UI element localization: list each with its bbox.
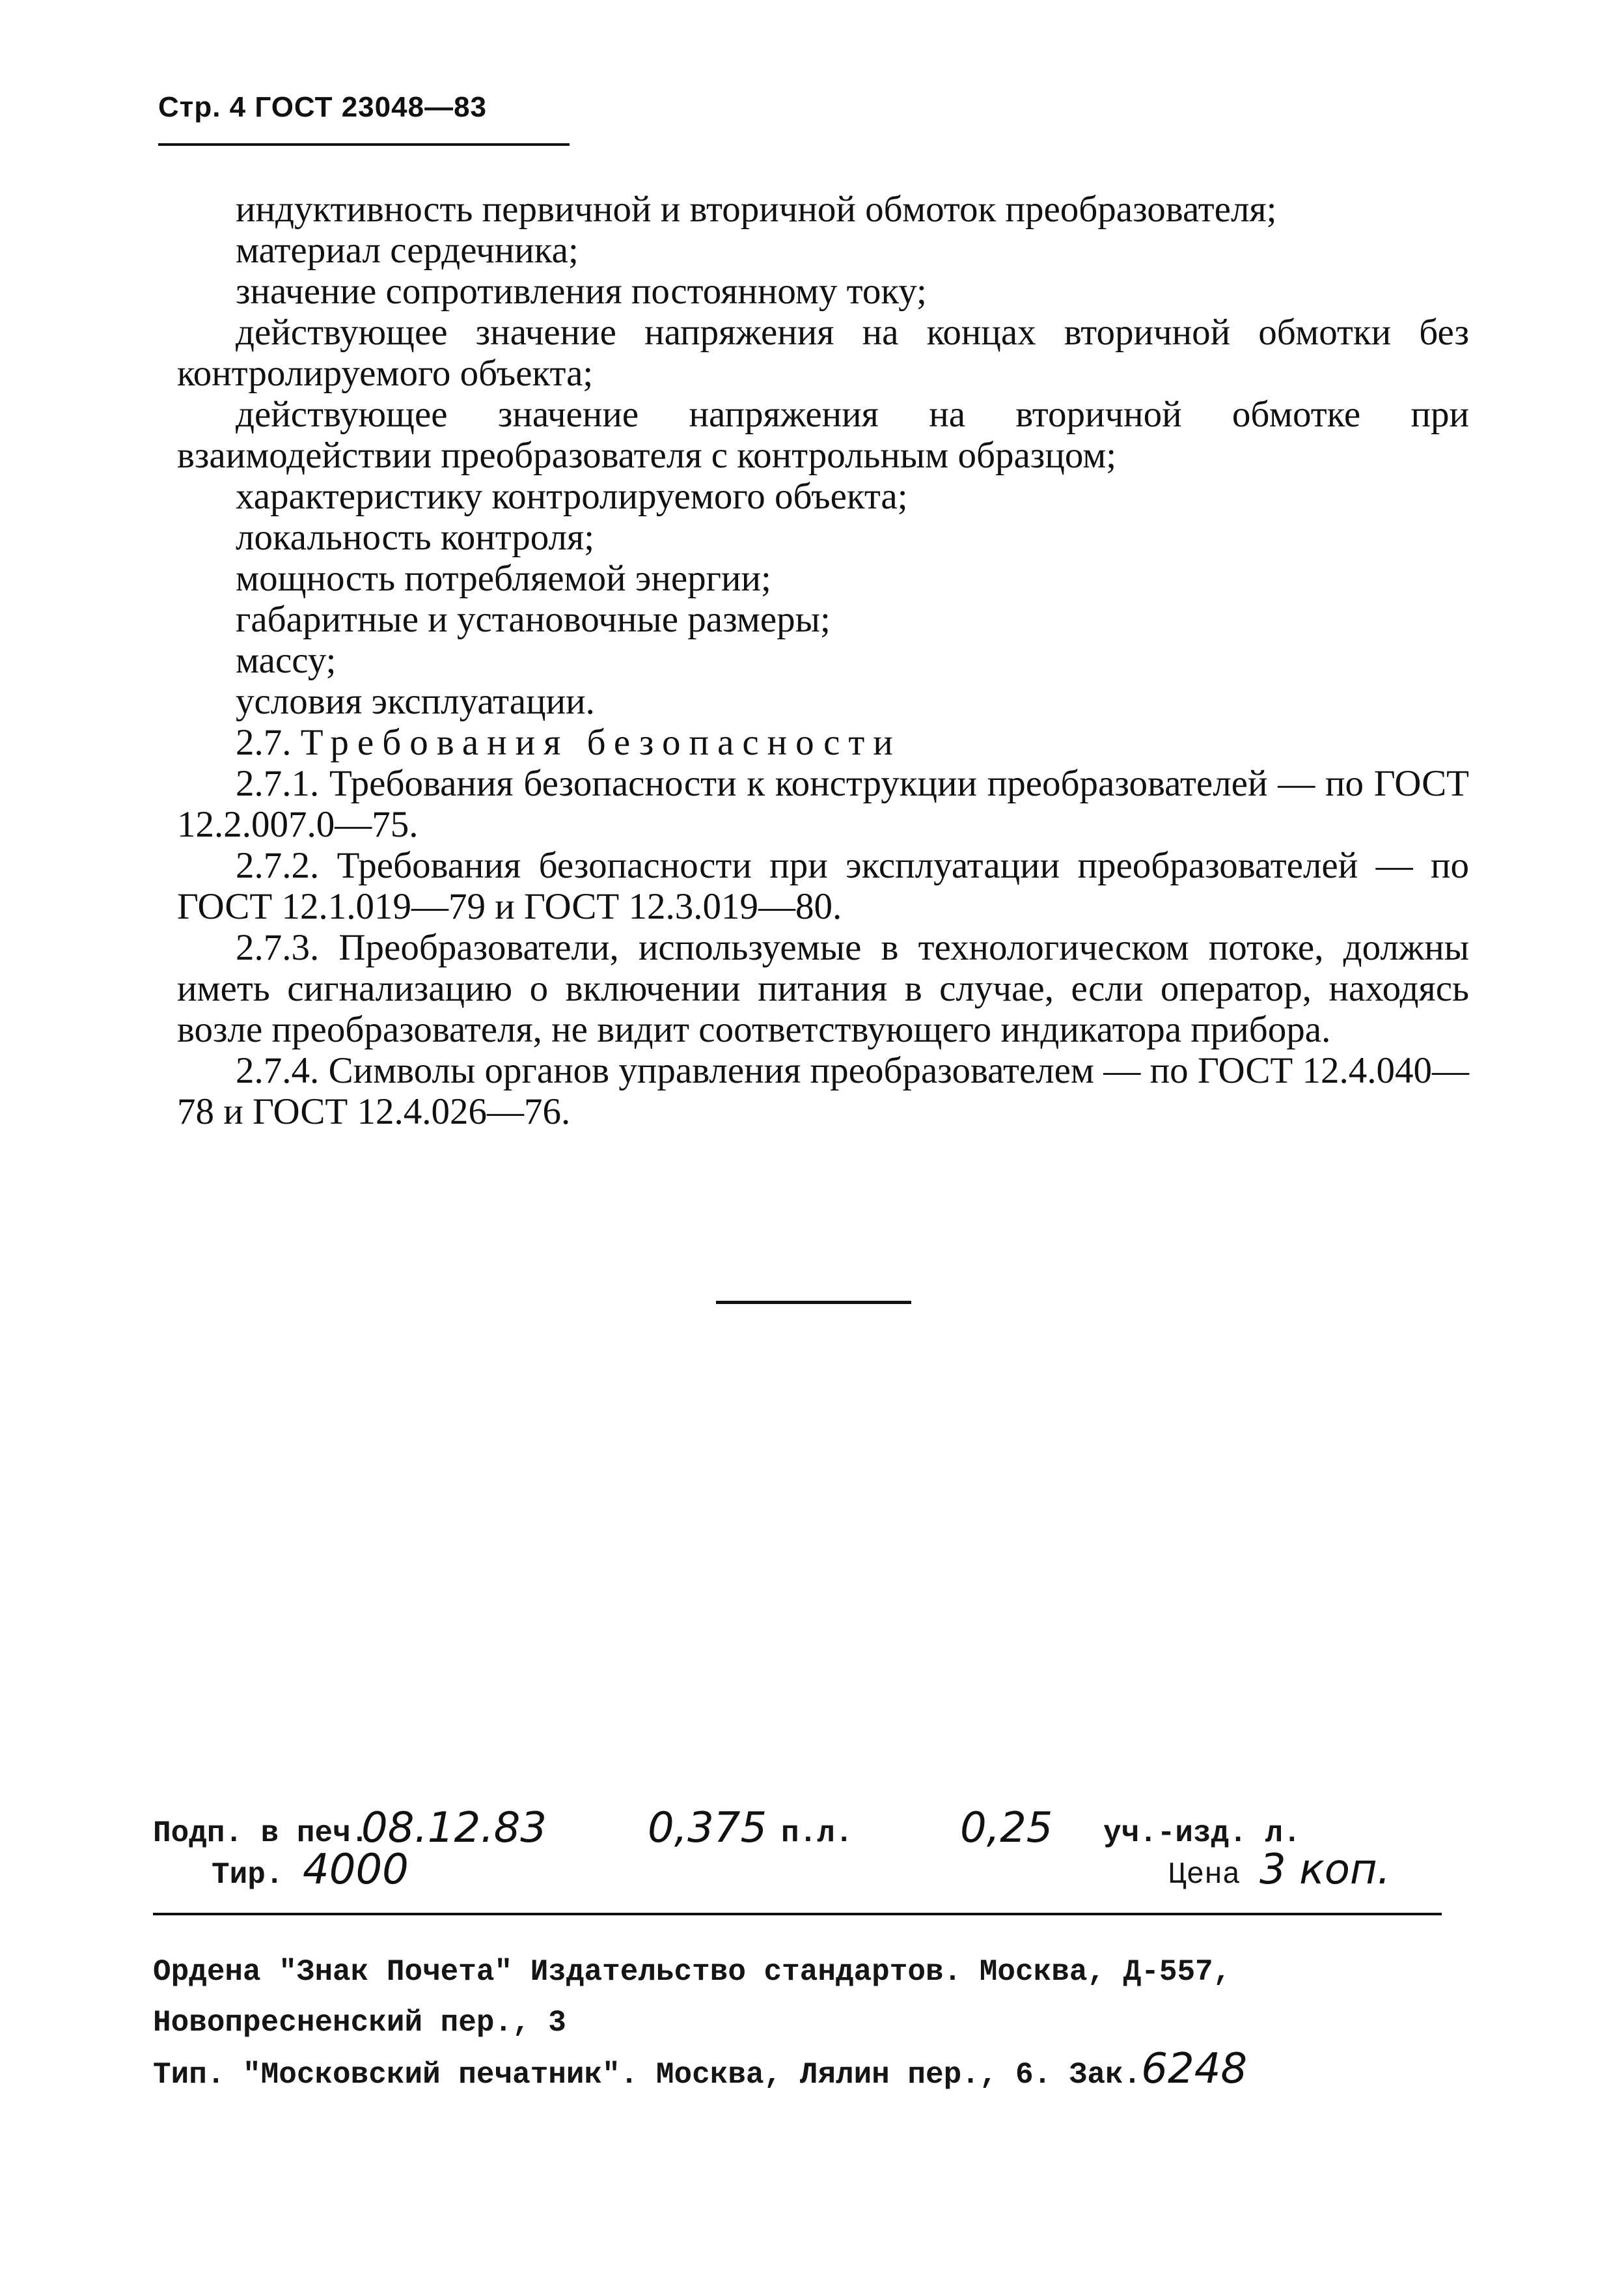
list-item: характеристику контролируемого объекта; [236, 476, 908, 517]
clause-2-7-3: 2.7.3. Преобразователи, используемые в технологическом потоке, должны иметь сигнализацию о включении питания в случае, если оператор, находясь возле преобразователя, не видит соответствующего индикатора прибора. [177, 927, 1469, 1050]
list-item: габаритные и установочные размеры; [236, 599, 831, 640]
body-text [177, 189, 1469, 1132]
running-head-rule [158, 143, 570, 146]
list-item: локальность контроля; [236, 517, 595, 558]
list-item: индуктивность первичной и вторичной обмоток преобразователя; [236, 189, 1277, 230]
section-title: Требования безопасности [300, 722, 901, 763]
imprint-rule [153, 1913, 1442, 1915]
list-item: мощность потребляемой энергии; [236, 558, 771, 599]
paragraph-secondary-voltage-sample: действующее значение напряжения на вторичной обмотке при взаимодействии преобразователя с контрольным образцом; [177, 394, 1469, 476]
edition-sheets-unit: уч.-изд. л. [1103, 1816, 1301, 1850]
signed-label: Подп. в печ. [153, 1816, 369, 1850]
publisher-line-3 [153, 2045, 1481, 2100]
printed-sheets-value: 0,375 [648, 1804, 767, 1852]
publisher-line-1: Ордена "Знак Почета" Издательство стандартов. Москва, Д-557, [153, 1955, 1232, 1989]
clause-2-7-2: 2.7.2. Требования безопасности при эксплуатации преобразователей — по ГОСТ 12.1.019—79 и ГОСТ 12.3.019—80. [177, 845, 1469, 927]
price-value: 3 коп. [1259, 1846, 1391, 1894]
run-value: 4000 [303, 1846, 409, 1894]
clause-2-7-4: 2.7.4. Символы органов управления преобразователем — по ГОСТ 12.4.040—78 и ГОСТ 12.4.026—76. [177, 1050, 1469, 1132]
list-item: массу; [236, 640, 337, 681]
list-item: значение сопротивления постоянному току; [236, 271, 927, 312]
running-head: Стр. 4 ГОСТ 23048—83 [158, 91, 488, 123]
edition-sheets-value: 0,25 [960, 1804, 1053, 1852]
printed-sheets-unit: п.л. [781, 1816, 853, 1850]
imprint-block [153, 1804, 1481, 2093]
list-item: материал сердечника; [236, 230, 579, 271]
end-of-text-rule [716, 1301, 911, 1304]
run-label: Тир. [212, 1858, 284, 1892]
signed-date: 08.12.83 [361, 1804, 547, 1852]
paragraph-secondary-voltage: действующее значение напряжения на концах вторичной обмотки без контролируемого объекта; [177, 312, 1469, 394]
printer-text: Тип. "Московский печатник". Москва, Лялин пер., 6. Зак. [153, 2058, 1142, 2092]
clause-2-7-1: 2.7.1. Требования безопасности к конструкции преобразователей — по ГОСТ 12.2.007.0—75. [177, 763, 1469, 845]
section-number: 2.7. [236, 722, 292, 763]
section-heading [177, 722, 1469, 763]
order-number: 6248 [1141, 2045, 1248, 2093]
publisher-block [153, 1947, 1481, 2100]
imprint-row-run [153, 1846, 1481, 1900]
list-item: условия эксплуатации. [236, 681, 595, 722]
publisher-line-2: Новопресненский пер., 3 [153, 2006, 566, 2040]
price-label: Цена [1168, 1858, 1241, 1892]
